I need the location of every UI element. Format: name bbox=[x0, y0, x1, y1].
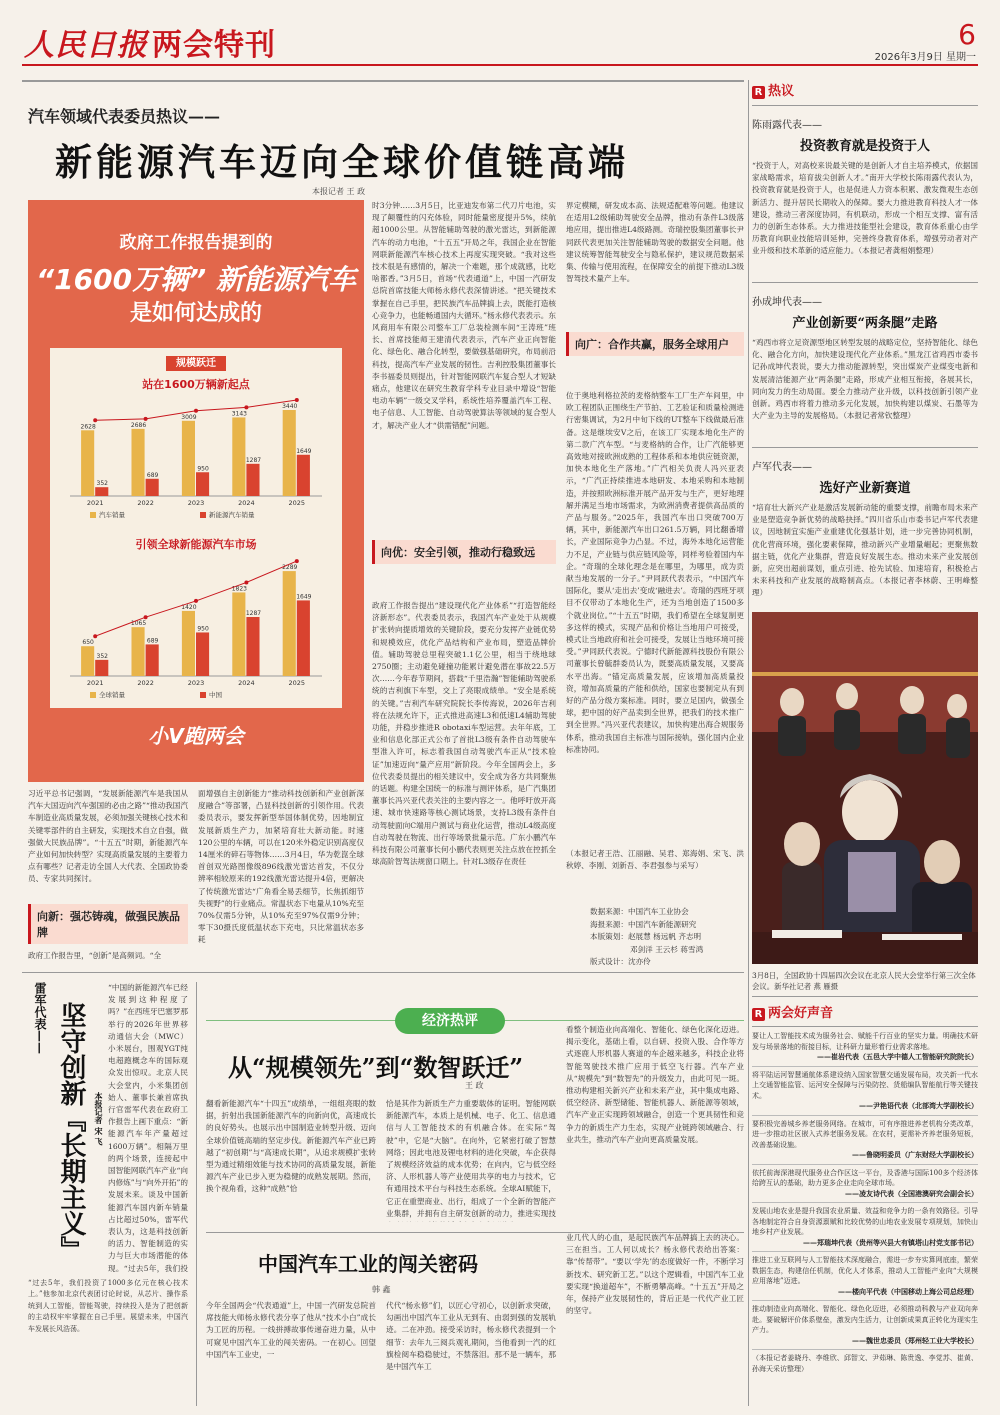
credit-source: 数据来源：中国汽车工业协会 bbox=[590, 907, 689, 916]
chart2-bar-全球销量-2022 bbox=[131, 627, 144, 676]
feature-byline: 本报记者 王 政 bbox=[312, 187, 366, 196]
chart1-label-汽车销量-2025: 3440 bbox=[282, 403, 298, 410]
voice-rule-5 bbox=[752, 1251, 978, 1252]
page-number: 6 bbox=[958, 18, 976, 51]
commentary2-col1: 今年全国两会“代表通道”上，中国一汽研发总院首席技能大师杨永修代表分享了他从“技术小白”成长为工匠的历程。一线拼搏故事传递奋进力量，从中可窥见中国汽车工业的闯关密码。一在初心。回望中国汽车工业史，一 bbox=[206, 1301, 376, 1359]
chart2-tick-2023: 2023 bbox=[187, 679, 205, 687]
rebian-section bbox=[752, 80, 978, 600]
feature-col1b: 面增强自主创新能力“推动科技创新和产业创新深度融合”等部署，凸显科技创新的引领作用。代表委员表示，要发挥新型举国体制优势，因地制宜发展新质生产力，加紧培育壮大新动能。时速120公里的车辆，可以在120米外稳定识别高度仅14厘米的碎石等物体……3月4日，华为乾崑全球首创双光路图像级896线激光雷达首发，不仅分辨率相较原来的192线激光雷达提升4倍，更解决了传统激光雷达“广角看全易丢细节，长焦抓细节失视野”的行业痛点。常温状态下电量从10%充至70%仅需5分钟，从10%充至97%仅需9分钟；零下30摄氏度低温状态下充电，只比常温状态多耗 bbox=[198, 789, 364, 945]
credit-designers: 本版策划：赵展慧 杨远帆 齐志明 bbox=[590, 932, 702, 941]
chart2-label-全球销量-2021: 650 bbox=[82, 639, 94, 647]
voice-rule-3 bbox=[752, 1164, 978, 1165]
voices-rule bbox=[752, 996, 978, 997]
chart2-bar-中国-2023 bbox=[196, 632, 209, 676]
subhead-global: 向广：合作共赢，服务全球用户 bbox=[566, 332, 744, 356]
voice-rule-2 bbox=[752, 1115, 978, 1116]
opinion-byline: 本报记者 宋 飞 bbox=[94, 1092, 104, 1146]
chart2-legend-label-0: 全球销量 bbox=[99, 691, 125, 699]
rebian-title-1: 投资教育就是投资于人 bbox=[799, 139, 930, 154]
commentary-col1: 翻看新能源汽车“十四五”成绩单，一组组亮眼的数据，折射出我国新能源汽车的向新向优，高速成长的良好势头。也展示出中国制造业转型升级、迈向全球价值链高端的坚定步伐。新能源汽车产业已跨越了“初创期”与“高速成长期”，从追求规模扩张转型为通过精细效能与技术协同的高质量发展，新能源汽车产业已步入更为稳健的成熟发展期。然而，换个视角看，这种“成熟”恰 bbox=[206, 1099, 376, 1194]
feature-col1c: 政府工作报告里，“创新”是高频词。“全 bbox=[28, 951, 162, 960]
voices-header: R 两会好声音 bbox=[752, 1002, 978, 1021]
chart2-label-全球销量-2024: 1823 bbox=[231, 585, 247, 593]
feature-kicker: 汽车领域代表委员热议—— bbox=[28, 107, 221, 126]
chart1-point-2022 bbox=[144, 417, 148, 421]
infographic-title-line3: 是如何达成的 bbox=[129, 301, 262, 326]
chart2-tick-2025: 2025 bbox=[288, 679, 306, 687]
infographic-title-line2: “1600万辆” 新能源汽车 bbox=[36, 263, 356, 296]
chart1-legend-label-1: 新能源汽车销量 bbox=[209, 511, 255, 519]
chart1-bar-新能源汽车销量-2024 bbox=[246, 464, 259, 496]
voice-speaker-7: ——魏世忠委员（郑州轻工业大学校长） bbox=[852, 1335, 978, 1345]
voice-text-6: 推进工业互联网与人工智能技术深度融合，需进一步夯实算网底座，繁荣数据生态，构建信任机制，优化人才体系，推动人工智能产业向“大规模应用落地”迈进。 bbox=[752, 1256, 978, 1285]
chart1-point-2023 bbox=[194, 409, 198, 413]
voices-section bbox=[752, 1002, 978, 1374]
chart1-point-2024 bbox=[244, 405, 248, 409]
chart2-point-2023 bbox=[194, 599, 198, 603]
chart2-tick-2022: 2022 bbox=[137, 679, 154, 687]
voice-text-1: 要让人工智能技术成为服务社会、赋能千行百业的坚实力量。明确技术研发与场景落地的衔接目标，让科研力量形着行业需求落地。 bbox=[752, 1032, 978, 1051]
chart1-label-新能源汽车销量-2024: 1287 bbox=[245, 456, 262, 464]
voices-badge-icon: R bbox=[752, 1008, 765, 1021]
chart1-point-2025 bbox=[295, 398, 299, 402]
chart2-legend-swatch-1 bbox=[200, 692, 206, 698]
chart2-point-2022 bbox=[144, 615, 148, 619]
voice-text-5: 发展山地农业是提升我国农业质量、效益和竞争力的一条有效路径。引导各地制定符合自身资源禀赋和比较优势的山地农业发展专项规划，加快山地乡村产业发展。 bbox=[752, 1207, 978, 1236]
feature-intro: 习近平总书记强调，“发展新能源汽车是我国从汽车大国迈向汽车强国的必由之路”“推动我国汽车制造业高质量发展，必须加强关键核心技术和关键零部件的自主研发，实现技术自立自强，做强做大民族品牌”。“十五五”时期，新能源汽车产业如何加快转型？实现高质量发展的主要着力点有哪些？记者走访全国人大代表、全国政协委员、专家共同探讨。 bbox=[28, 789, 188, 884]
chart1-bar-新能源汽车销量-2021 bbox=[95, 487, 108, 496]
commentary-byline: 王 政 bbox=[465, 1081, 484, 1090]
chart1-bar-汽车销量-2025 bbox=[283, 410, 296, 496]
chart1-label-新能源汽车销量-2021: 352 bbox=[96, 480, 108, 488]
chart2-label-中国-2022: 689 bbox=[146, 637, 159, 645]
chart1-tick-2024: 2024 bbox=[238, 499, 255, 507]
chart2-label-中国-2021: 352 bbox=[96, 652, 108, 660]
commentary-banner: 经济热评 bbox=[395, 1008, 505, 1034]
rebian-text-3: “培育壮大新兴产业是激活发展新动能的重要支撑，前瞻布局未来产业是塑造竞争新优势的战略抉择。”四川省乐山市委书记卢军代表建议，因地制宜实施产业重建优化强基计划，进一步完善协同机制，优化营商环境，强化要素保障，推动新兴产业增量崛起；更聚焦数据主链，优化产业集群，营造良好发展生态。推动未来产业发展创新，应突出超前谋划，重点引进、抢先试验、加速培育，积极抢占未来科技和产业发展的战略制高点。（本报记者李林蔚、王明峰整理） bbox=[752, 503, 978, 598]
feature-headline: 新能源汽车迈向全球价值链高端 bbox=[55, 140, 629, 184]
chart2-label-中国-2025: 1649 bbox=[296, 593, 312, 601]
chart1-bar-汽车销量-2022 bbox=[131, 429, 144, 496]
conference-photo bbox=[752, 612, 978, 964]
voice-speaker-1: ——崔岩代表（五邑大学中德人工智能研究院院长） bbox=[817, 1052, 978, 1061]
voices-list bbox=[752, 1031, 978, 1350]
chart1-label-新能源汽车销量-2022: 689 bbox=[146, 471, 159, 479]
credit-source2: 海报来源：中国汽车新能源研究 bbox=[590, 919, 697, 929]
chart2-bar-中国-2022 bbox=[146, 644, 159, 676]
feature-reporters: （本报记者王浩、江丽融、吴君、郑海娟、宋飞、洪秋婷、李刚、刘新吾、李君强参与采写） bbox=[566, 849, 744, 871]
chart2-bar-中国-2024 bbox=[246, 617, 259, 676]
credit-editor: 版式设计：沈亦伶 bbox=[590, 957, 651, 966]
masthead-logo: 人民日报 两会特刊 bbox=[24, 28, 276, 63]
section-divider bbox=[22, 972, 744, 973]
chart1-tick-2021: 2021 bbox=[86, 499, 104, 507]
voice-speaker-4: ——凌友诗代表（全国港澳研究会副会长） bbox=[845, 1188, 978, 1198]
chart1-bar-新能源汽车销量-2023 bbox=[196, 472, 209, 496]
voice-speaker-3: ——鲁晓明委员（广东财经大学副校长） bbox=[852, 1150, 978, 1159]
opinion-text: “中国的新能源汽车已经发展到这种程度了吗？”在西班牙巴塞罗那举行的2026年世界移动通信大会（MWC）小米展台，围观YGT纯电超跑概念车的国际观众发出惊叹。北京人民大会堂内，小米集团创始人、董事长兼首席执行官雷军代表在政府工作报告上画下重点：“新能源汽车年产量超过1600万辆”。相隔万里的两个场景，连接起中国智能网联汽车产业“向内修炼”与“向外开拓”的发展未来。谈及中国新能源汽车国内新车销量占比超过50%，雷军代表认为，这是科技创新的活力、智能制造的实力与巨大市场潜能的体现。“过去5年，我们投 bbox=[108, 983, 188, 1273]
rebian-title-3: 选好产业新赛道 bbox=[819, 481, 911, 496]
chart1-title: 站在1600万辆新起点 bbox=[142, 378, 250, 391]
chart1-bar-新能源汽车销量-2022 bbox=[146, 479, 159, 496]
subhead-safety: 向优：安全引领，推动行稳致远 bbox=[372, 540, 556, 564]
opinion-divider bbox=[196, 982, 197, 1406]
commentary2-col3: 业几代人的心血，是起民族汽车品牌搞上去的决心。三在担当。工人何以成长？杨永修代表给出答案：靠“传帮带”。“要以‘学先’的态度做好一件，不断学习新技术、研究新工艺。”以这个逻辑看，中国汽车工业要实现“换道超车”，不断勇攀高峰。“十五五”开局之年，保持产业发展韧性的，背后正是一代代产业工匠的坚守。 bbox=[566, 1233, 744, 1316]
chart2-legend-label-1: 中国 bbox=[209, 691, 222, 699]
rebian-author-3: 卢军代表—— bbox=[752, 462, 812, 473]
voice-speaker-2: ——尹艳语代表（北部湾大学副校长） bbox=[859, 1101, 978, 1110]
chart1-legend-swatch-0 bbox=[90, 512, 96, 518]
rebian-header: R 热议 bbox=[752, 80, 978, 99]
chart1-bar-新能源汽车销量-2025 bbox=[297, 455, 310, 496]
infographic-ribbon: 规模跃迁 bbox=[50, 354, 342, 369]
feature-col2: 时3分钟……3月5日，比亚迪发布第二代刀片电池，实现了颠覆性的闪充体验，同时能量密度提升5%，续航超1000公里。从智能辅助驾驶的激光雷达，到新能源汽车的动力电池，“十五五”开局之年，我国企业在智能网联新能源汽车核心技术上再度实现突破。“我对这些技术很是有感情的，解决一个难题，那个成就感，比吃啥都香。”3月5日，首场“代表通道”上，中国一汽研发总院首席技能大师杨永修代表深情讲述。“把关键技术掌握在自己手里，把民族汽车品牌搞上去，既能打造核心竞争力，也能畅通国内大循环。”杨永修代表表示。东风商用车有限公司整车工厂总装检测车间“王涛班”班长、首席技能师王建清代表表示，汽车产业正向智能化、绿色化、融合化转型，要做强基础研究，布局前沿科技，提高汽车产业发展的韧性。吉利控股集团董事长李书福委员则提出，针对智能网联汽车复合型人才短缺痛点，他建议在研究生教育学科专业目录中增设“智能电动车辆”一级交叉学科，系统性培养覆盖汽车工程、电子信息、人工智能、自动驾驶算法等领域的复合型人才，解决产业人才“供需错配”问题。 bbox=[372, 201, 556, 430]
chart2-tick-2024: 2024 bbox=[238, 679, 255, 687]
chart1-label-汽车销量-2021: 2628 bbox=[80, 423, 96, 431]
commentary2-byline: 韩 鑫 bbox=[372, 1285, 391, 1294]
commentary2-title: 中国汽车工业的闯关密码 bbox=[258, 1252, 478, 1276]
opinion-label: 雷军代表—— bbox=[33, 982, 47, 1054]
chart1-legend-swatch-1 bbox=[200, 512, 206, 518]
chart2-bar-中国-2021 bbox=[95, 660, 108, 676]
voice-rule-1 bbox=[752, 1066, 978, 1067]
masthead-rule bbox=[22, 64, 978, 66]
issue-date: 2026年3月9日 星期一 bbox=[874, 52, 976, 63]
commentary2-col2: 代代“杨永修”们，以匠心守初心，以创新求突破，勾画出中国汽车工业从无到有、由弱到强的发展轨迹。二在冲劲。接受采访时，杨永修代表提到一个细节：去年九三阅兵观礼期间，当他看到一汽的红旗检阅车稳稳驶过，不禁落泪。那不是一辆车，那是中国汽车工 bbox=[386, 1301, 556, 1372]
rebian-rule-3 bbox=[752, 447, 978, 448]
chart2-label-中国-2023: 950 bbox=[197, 625, 209, 633]
chart1-tick-2025: 2025 bbox=[288, 499, 306, 507]
commentary-col3: 看整个制造业向高端化、智能化、绿色化深化迈进。揭示变化，基础上看，以自研、投资入股、合作等方式逐鹿人形机器人赛道的车企越来越多，科技企业将智能驾驶技术推广应用于低空飞行器。汽车产业从“规模先”到“数智先”的升级发力，由此可见一斑。推动构建相关新兴产业和未来产业，其中集成电路、低空经济、新型储能、智能机器人、新能源等领域，汽车产业正实现跨领域融合，创造一个更具韧性和竞争力的新质生产力生态，实现产业链跨领域融合、行业共生，推动汽车产业向更高质量发展。 bbox=[566, 1025, 744, 1144]
voice-rule-4 bbox=[752, 1202, 978, 1203]
rebian-text-2: “鸡西市将立足资源型地区转型发展的战略定位，坚持智能化、绿色化、融合化方向，加快建设现代化产业体系。”黑龙江省鸡西市委书记孙成坤代表说，要大力推动能源转型，突出煤炭产业煤变电新和发展清洁能源产业“两条腿”走路，形成产业相互衔接，各展其长，同向发力的生动局面。要全力推动产业升级，以科技创新引领产业创新。鸡西市将着力推动多元化发展，加快构建以煤炭、石墨等为大产业为主导的发展格局。（本报记者常钦整理） bbox=[752, 338, 978, 421]
rebian-title-2: 产业创新要“两条腿”走路 bbox=[792, 316, 938, 331]
chart2-legend-swatch-0 bbox=[90, 692, 96, 698]
voice-text-2: 将平陆运河智慧通航体系建设纳入国家智慧交通发展布局，攻关新一代水上交通智能监管、运河安全保障与污染防控、货船编队智能航行等关键技术。 bbox=[752, 1070, 978, 1100]
chart1-legend-label-0: 汽车销量 bbox=[99, 511, 125, 519]
rebian-rule bbox=[752, 105, 978, 106]
photo-caption: 3月8日，全国政协十四届四次会议在北京人民大会堂举行第三次全体会议。新华社记者 燕 雁摄 bbox=[752, 971, 976, 991]
rebian-badge-icon: R bbox=[752, 86, 765, 99]
chart1-bar-汽车销量-2023 bbox=[182, 421, 195, 496]
rebian-author-2: 孙成坤代表—— bbox=[752, 297, 822, 308]
feature-col2b: 政府工作报告提出“建设现代化产业体系”“打造智能经济新形态”。代表委员表示，我国汽车产业处于从规模扩张转向提质增效的关键阶段，要充分发挥产业链优势和规模效应，优化产品结构和产业布局，塑造品牌价值。辅助驾驶总里程突破1.1亿公里，相当于绕地球2750圈；主动避免碰撞功能累计避免潜在事故22.5万次……今年春节期间，搭载“千里浩瀚”智能辅助驾驶系统的吉利旗下车型，交上了亮眼成绩单。“安全是系统的关键。”吉利汽车研究院院长李传海说，2026年吉利将在法规允许下，正式推进高速L3和低速L4辅助驾驶功能，并稳步推进R obotaxi车型运营。去年年底，工业和信息化部正式公布了首批L3级有条件自动驾驶车型准入许可，标志着我国自动驾驶汽车正从“技术验证”加速迈向“量产应用”新阶段。今年全国两会上，多位代表委员提出的相关建议中，安全成为各方共同聚焦的话题。构建全国统一的标准与测评体系，是广汽集团董事长冯兴亚代表关注的主要内容之一。他呼吁放开高速、城市快速路等核心测试场景，支持L3级有条件自动驾驶面向C端用户测试与商业化运营，推动L4级高度自动驾驶在物流、出行等场景批量示范。广东小鹏汽车科技有限公司董事长何小鹏代表则更关注点放在控抓全球高阶智驾法规窗口期上。针对L3级存在责任 bbox=[372, 601, 556, 867]
chart2-bar-中国-2025 bbox=[297, 600, 310, 676]
rebian-text-1: “投资于人，对高校来说最关键的是创新人才自主培养模式，依据国家战略需求，培育拔尖创新人才。”南开大学校长陈雨露代表认为，投资教育就是投资于人，也是促进人力资本积累、激发微观生态创新活力、提升居民长期收入的保障。要大力推进教育科技人才一体建设，推动三者深度协同，有机联动，形成一个相互支撑、富有活力的创新生态体系。大力推进技能型社会建设，教育体系重心由学历教育向职业技能培训延伸，完善终身教育体系，增强劳动者对产业升级和技术革新的适应能力。（本报记者龚相娟整理） bbox=[752, 161, 978, 256]
credit-designers2: 邓剑洋 王云杉 蒋雪鸿 bbox=[630, 944, 704, 954]
chart1-label-汽车销量-2022: 2686 bbox=[130, 421, 147, 429]
credits-block bbox=[590, 906, 744, 969]
infographic bbox=[28, 200, 364, 782]
chart2-bar-全球销量-2024 bbox=[232, 592, 245, 676]
chart2-label-全球销量-2023: 1420 bbox=[181, 603, 197, 611]
chart1-label-新能源汽车销量-2025: 1649 bbox=[296, 447, 312, 455]
chart1-tick-2023: 2023 bbox=[187, 499, 205, 507]
voice-rule-6 bbox=[752, 1300, 978, 1301]
chart1-bar-汽车销量-2024 bbox=[232, 417, 245, 496]
infographic-panel bbox=[50, 348, 342, 708]
chart1-label-汽车销量-2024: 3143 bbox=[231, 410, 247, 418]
chart2-bar-全球销量-2021 bbox=[81, 646, 94, 676]
rail-divider bbox=[748, 80, 749, 1406]
chart2-title: 引领全球新能源汽车市场 bbox=[135, 538, 257, 551]
feature-col3: 界定模糊，研发成本高、法规适配难等问题。他建议在适用L2级辅助驾驶安全品牌，推动有条件L3级落地应用，提出推进L4级路测。奇瑞控股集团董事长尹同跃代表更加关注智能辅助驾驶的数据安全问题。他建议统筹智能驾驶安全与隐私保护，建议规范数据采集、传输与使用流程，在保障安全的前提下推动L3级智驾技术量产上车。 bbox=[566, 201, 744, 284]
opinion-title: 坚守创新『长期主义』 bbox=[56, 1002, 86, 1262]
chart1-label-新能源汽车销量-2023: 950 bbox=[197, 465, 209, 473]
voices-credit: （本报记者姜晓丹、李维欣、邱智文、尹茹琳、陈贵逸、李觉苏、崔黄、孙海天采访整理） bbox=[752, 1354, 978, 1373]
chart2-bar-全球销量-2025 bbox=[283, 571, 296, 676]
subhead-innovation: 向新：强芯铸魂，做强民族品牌 bbox=[28, 904, 188, 944]
voices-header-rule bbox=[752, 1026, 978, 1027]
chart2-point-2024 bbox=[244, 580, 248, 584]
chart2-label-全球销量-2025: 2289 bbox=[282, 564, 298, 572]
chart2-point-2025 bbox=[295, 559, 299, 563]
commentary-col2: 恰是其作为新质生产力重要载体的证明。智能网联新能源汽车，本质上是机械、电子、化工、信息通信与人工智能技术的有机融合体。在实际“驾驶”中，它是“大脑”。在向外，它紧密打破了智慧网络；因此电池及锂电材料的进化突破，车企获得了规模经济效益的成本优势；在向内，它与低空经济、人形机器人等产业使用共享的电力与技术，它有通用技术平台与科技生态系统。全球AI赋能下，它正在重塑商业、出行，组成了一个全新的智能产业集群，并拥有自主研发创新的动力，推进实现技 bbox=[386, 1099, 556, 1218]
chart1-label-汽车销量-2023: 3009 bbox=[181, 413, 197, 421]
chart2-point-2021 bbox=[93, 634, 97, 638]
chart2-svg bbox=[60, 552, 332, 702]
voice-rule-7 bbox=[752, 1349, 978, 1350]
chart1-svg bbox=[60, 392, 332, 522]
voice-text-3: 要积极完善城乡养老服务网络。在城市，可有序推进养老机构分类改革，进一步推动社区嵌入式养老服务发展。在农村，更需补齐养老服务短板，改善基础设施。 bbox=[752, 1119, 978, 1149]
chart2-tick-2021: 2021 bbox=[86, 679, 104, 687]
voice-speaker-6: ——楼向平代表（中国移动上海公司总经理） bbox=[838, 1286, 978, 1296]
voice-speaker-5: ——郑瑞坤代表（贵州等兴县大有镇塔山村党支部书记） bbox=[803, 1237, 978, 1247]
rebian-author-1: 陈雨露代表—— bbox=[752, 120, 822, 131]
chart2-label-中国-2024: 1287 bbox=[245, 610, 262, 618]
opinion-text-tail: “过去5年，我们投资了1000多亿元在核心技术上。”他参加北京代表团讨论时说，从芯片、操作系统到人工智能，智能驾驶，持续投入是为了把创新的主动权牢牢掌握在自己手里。展望未来，中国汽车发展长风浩荡。 bbox=[28, 1279, 188, 1333]
rebian-rule-2 bbox=[752, 282, 978, 283]
infographic-footer: 小V跑两会 bbox=[148, 724, 244, 748]
chart2-trend-line bbox=[95, 561, 297, 636]
infographic-title-line1: 政府工作报告提到的 bbox=[119, 233, 273, 253]
voice-text-4: 依托前海深港现代服务业合作区这一平台，及香港与国际100多个经济体给跨互认的基础，助力更多企业走向全球市场。 bbox=[752, 1168, 978, 1187]
feature-top-rule bbox=[22, 80, 744, 82]
feature-col3b: 位于奥地利格拉茨的麦格纳整车工厂生产车间里，中欧工程团队正围绕生产节拍、工艺验证和质量检测进行密集调试，为2月中旬下线的UT整车下线做最后准备。这是继埃安V之后，在该工厂实现本地化生产的第二款广汽车型。“与麦格纳的合作，让广汽能够更高效地对接欧洲成熟的工程体系和本地供应链资源，加快本地化生产落地。”广汽相关负责人冯兴亚表示，“广汽正持续推进本地研发、本地采购和本地制造，并按照欧洲标准开展产品开发与生产，更好地理解并满足当地市场需求，为欧洲消费者提供高品质的产品与服务。”2025年，我国汽车出口突破700万辆，其中，新能源汽车出口261.5万辆，同比翻番增长，产业国际竞争力凸显。不过，海外本地化运营能力不足，产业链与供应链风险等，同样考验着国内车企。“奇瑞的全球化理念是在哪里，为哪里，成为贡献当地发展的一分子。”尹同跃代表表示，“中国汽车国际化，要从‘走出去’变成‘融进去’。奇瑞的西班牙项目不仅带动了本地化生产，还为当地创造了1500多个就业岗位。”“十五五”时期，我们希望在全球复制更多这样的模式，实现产品和价格让当地用户可接受，模式让当地政府和社会可接受，发展让当地环境可接受。”尹同跃代表说。宁德时代新能源科技股份有限公司董事长曾毓群委员认为，既要高质量发展，又要高水平出海。“锚定高质量发展，应该增加高质量投资，增加高质量的产能和供给，国家也要制定从有到好的产品分级方案标准。同时，要立足国内，做强全球，把中国的好产品卖到全世界，把我们的技术推广到全世界。”冯兴亚代表建议，加快构建出海合规服务体系，推动我国自主标准与国际接轨，强化国内企业标准协同。 bbox=[566, 391, 744, 754]
chart1-tick-2022: 2022 bbox=[137, 499, 154, 507]
commentary-title: 从“规模领先”到“数智跃迁” bbox=[228, 1053, 524, 1082]
chart1-bar-汽车销量-2021 bbox=[81, 430, 94, 496]
chart2-label-全球销量-2022: 1065 bbox=[130, 620, 147, 628]
chart2-bar-全球销量-2023 bbox=[182, 611, 195, 676]
conference-photo-illustration bbox=[752, 612, 978, 964]
voice-text-7: 推动制造业向高端化、智能化、绿色化迈进，必须推动科教与产业双向奔赴。要破解评价体系壁垒，激发内生活力，让创新成果真正转化为现实生产力。 bbox=[752, 1305, 978, 1334]
chart1-point-2021 bbox=[93, 418, 97, 422]
